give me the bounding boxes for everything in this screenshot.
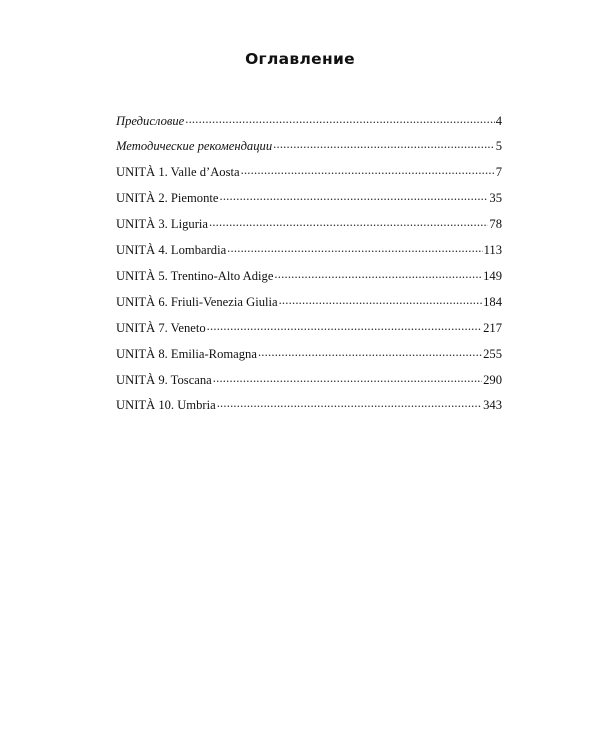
toc-entry-page: 149 xyxy=(483,268,502,283)
toc-entry[interactable] xyxy=(116,345,502,371)
dot-leader xyxy=(213,371,482,384)
toc-entry-label: UNITÀ 4. Lombardia xyxy=(116,243,227,258)
toc-entry-label: UNITÀ 3. Liguria xyxy=(116,217,208,232)
toc-entry[interactable] xyxy=(116,319,502,345)
dot-leader xyxy=(279,293,483,306)
dot-leader xyxy=(258,345,482,358)
toc-entry[interactable] xyxy=(116,293,502,319)
toc-entry[interactable] xyxy=(116,216,502,242)
toc-entry-label: UNITÀ 10. Umbria xyxy=(116,398,216,413)
toc-entry-page: 113 xyxy=(483,243,502,258)
toc-entry[interactable] xyxy=(116,190,502,216)
toc-entry[interactable] xyxy=(116,397,502,423)
toc-entry[interactable] xyxy=(116,371,502,397)
dot-leader xyxy=(217,397,482,410)
toc-entry-page: 255 xyxy=(483,346,502,361)
toc-entry-label: Предисловие xyxy=(116,113,185,128)
toc-entry-page: 290 xyxy=(483,372,502,387)
dot-leader xyxy=(241,164,495,177)
dot-leader xyxy=(207,319,482,332)
toc-entry-label: UNITÀ 2. Piemonte xyxy=(116,191,219,206)
toc-entry-label: UNITÀ 5. Trentino-Alto Adige xyxy=(116,268,274,283)
page-title: Оглавление xyxy=(245,50,355,68)
dot-leader xyxy=(274,267,482,280)
toc-entry-label: UNITÀ 7. Veneto xyxy=(116,320,206,335)
toc-entry-label: Методические рекомендации xyxy=(116,139,273,154)
dot-leader xyxy=(219,190,488,203)
toc-entry-page: 217 xyxy=(483,320,502,335)
dot-leader xyxy=(209,216,488,229)
toc-entry-label: UNITÀ 8. Emilia-Romagna xyxy=(116,346,257,361)
toc-entry-label: UNITÀ 6. Friuli-Venezia Giulia xyxy=(116,294,278,309)
toc-entry-page: 184 xyxy=(483,294,502,309)
toc-entry-label: UNITÀ 1. Valle d’Aosta xyxy=(116,165,240,180)
toc-entry[interactable] xyxy=(116,138,502,164)
toc-entry[interactable] xyxy=(116,112,502,138)
dot-leader xyxy=(185,112,494,125)
toc-entry[interactable] xyxy=(116,164,502,190)
toc-entry[interactable] xyxy=(116,241,502,267)
table-of-contents xyxy=(116,112,502,423)
toc-entry-page: 35 xyxy=(489,191,502,206)
toc-entry-page: 5 xyxy=(495,139,502,154)
toc-entry-page: 343 xyxy=(483,398,502,413)
dot-leader xyxy=(227,241,482,254)
toc-entry-page: 4 xyxy=(495,113,502,128)
toc-entry-page: 7 xyxy=(495,165,502,180)
dot-leader xyxy=(273,138,495,151)
toc-entry[interactable] xyxy=(116,267,502,293)
toc-entry-label: UNITÀ 9. Toscana xyxy=(116,372,212,387)
toc-entry-page: 78 xyxy=(489,217,502,232)
